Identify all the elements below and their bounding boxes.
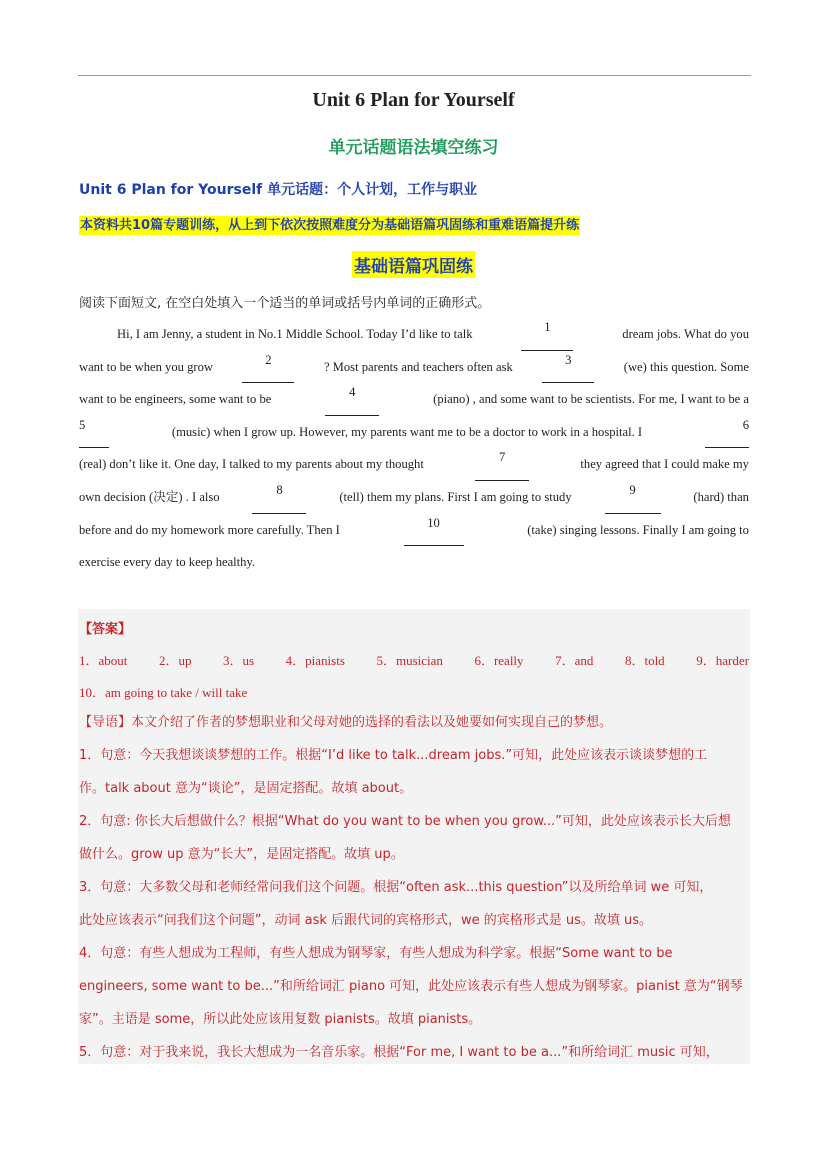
answer-item: 1．about — [79, 653, 128, 668]
instruction: 阅读下面短文, 在空白处填入一个适当的单词或括号内单词的正确形式。 — [79, 296, 491, 311]
explanation-line: 1．句意：今天我想谈谈梦想的工作。根据“I’d like to talk...dream jobs.”可知，此处应该表示谈谈梦想的工 — [79, 748, 708, 763]
explanation-line: 2．句意: 你长大后想做什么？根据“What do you want to be when you grow...”可知，此处应该表示长大后想 — [79, 814, 731, 829]
explanation-line: engineers, some want to be...”和所给词汇 piano 可知，此处应该表示有些人想成为钢琴家。pianist 意为“钢琴 — [79, 979, 743, 994]
blank-8[interactable]: 8 — [252, 481, 306, 514]
answer-item: 3．us — [223, 653, 255, 668]
explanation-line: 4．句意：有些人想成为工程师，有些人想成为钢琴家，有些人想成为科学家。根据“Some want to be — [79, 946, 673, 961]
blank-3[interactable]: 3 — [542, 351, 594, 384]
passage-line: before and do my homework more carefully. Then I 10 (take) singing lessons. Finally I am going to — [79, 514, 749, 547]
explanation — [79, 706, 749, 1069]
passage-line: (real) don’t like it. One day, I talked to my parents about my thought 7 they agreed that I could make my — [79, 448, 749, 481]
answer-item-10: 10．am going to take / will take — [79, 685, 248, 700]
answer-item: 5．musician — [376, 653, 443, 668]
answer-list — [79, 650, 749, 669]
guide-text: 【导语】本文介绍了作者的梦想职业和父母对她的选择的看法以及她要如何实现自己的梦想。 — [79, 715, 613, 730]
explanation-line: 家”。主语是 some，所以此处应该用复数 pianists。故填 pianists。 — [79, 1012, 482, 1027]
material-notice: 本资料共10篇专题训练，从上到下依次按照难度分为基础语篇巩固练和重难语篇提升练 — [80, 218, 580, 233]
passage-line: 5 (music) when I grow up. However, my parents want me to be a doctor to work in a hospital. I 6 — [79, 416, 749, 449]
passage-line: Hi, I am Jenny, a student in No.1 Middle School. Today I’d like to talk 1 dream jobs. What do you — [79, 318, 749, 351]
passage-line: want to be when you grow 2 ? Most parents and teachers often ask 3 (we) this question. Some — [79, 351, 749, 384]
answer-heading: 【答案】 — [79, 622, 132, 637]
blank-7[interactable]: 7 — [475, 448, 529, 481]
blank-5[interactable]: 5 — [79, 416, 109, 449]
answer-item: 8．told — [624, 653, 665, 668]
section-heading — [0, 251, 827, 278]
page-subtitle: 单元话题语法填空练习 — [328, 138, 499, 158]
passage-line: exercise every day to keep healthy. — [79, 555, 256, 570]
explanation-line: 5．句意：对于我来说，我长大想成为一名音乐家。根据“For me, I want to be a...”和所给词汇 music 可知， — [79, 1045, 719, 1060]
header-rule — [78, 75, 751, 76]
answer-item: 7．and — [555, 653, 594, 668]
explanation-line: 做什么。grow up 意为“长大”，是固定搭配。故填 up。 — [79, 847, 404, 862]
blank-4[interactable]: 4 — [325, 383, 379, 416]
blank-10[interactable]: 10 — [404, 514, 464, 547]
explanation-line: 作。talk about 意为“谈论”，是固定搭配。故填 about。 — [79, 781, 413, 796]
blank-1[interactable]: 1 — [521, 318, 573, 351]
page-title: Unit 6 Plan for Yourself — [312, 89, 515, 111]
explanation-line: 此处应该表示“问我们这个问题”，动词 ask 后跟代词的宾格形式，we 的宾格形式是 us。故填 us。 — [79, 913, 653, 928]
answer-item: 2．up — [158, 653, 192, 668]
answer-item: 6．really — [474, 653, 524, 668]
blank-9[interactable]: 9 — [605, 481, 661, 514]
cloze-passage — [79, 318, 749, 579]
blank-2[interactable]: 2 — [242, 351, 294, 384]
blank-6[interactable]: 6 — [705, 416, 749, 449]
section-heading-label: 基础语篇巩固练 — [352, 251, 475, 278]
answer-item: 4．pianists — [285, 653, 345, 668]
explanation-line: 3．句意：大多数父母和老师经常问我们这个问题。根据“often ask...this question”以及所给单词 we 可知， — [79, 880, 713, 895]
answer-item: 9．harder — [696, 653, 749, 668]
unit-topic: Unit 6 Plan for Yourself 单元话题：个人计划，工作与职业 — [79, 182, 478, 198]
passage-line: want to be engineers, some want to be 4 (piano) , and some want to be scientists. For me, I want to be a — [79, 383, 749, 416]
passage-line: own decision (决定) . I also 8 (tell) them my plans. First I am going to study 9 (hard) than — [79, 481, 749, 514]
